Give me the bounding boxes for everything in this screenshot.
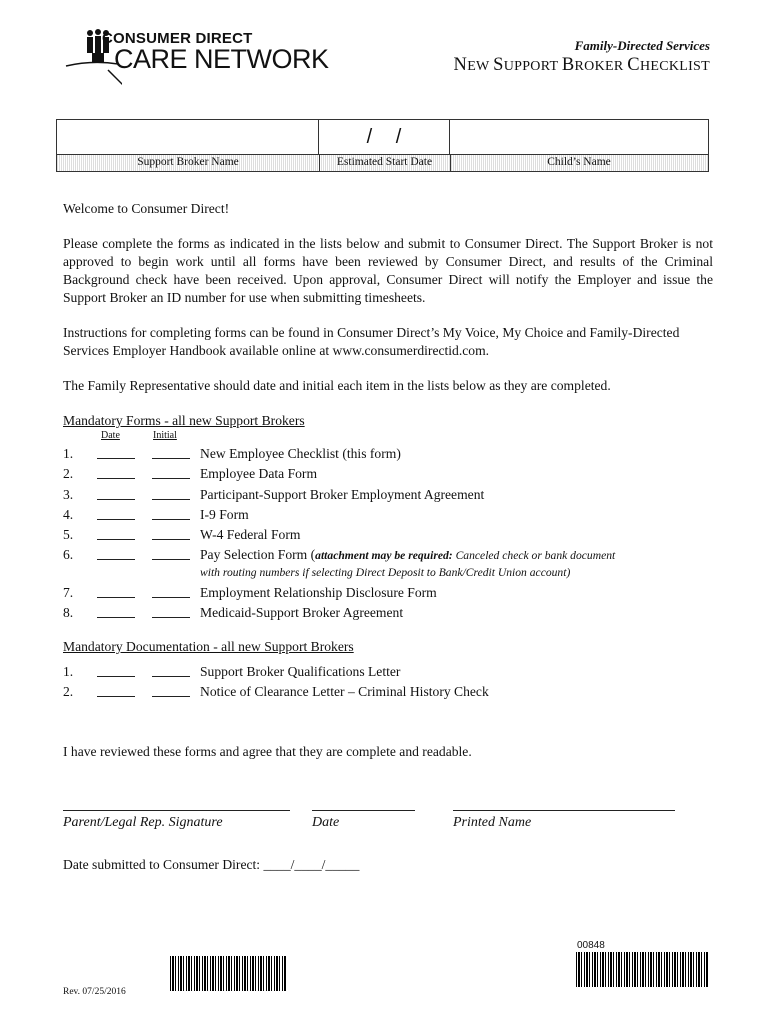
handbook-paragraph: Instructions for completing forms can be found in Consumer Direct’s My Voice, My Choice and Family-Directed Services Employer Handbook available online at www.consumerdirectid.com. (63, 325, 680, 358)
initial-blank[interactable] (152, 539, 190, 540)
support-broker-name-field[interactable] (57, 120, 319, 156)
logo-line1: CONSUMER DIRECT (102, 30, 253, 47)
document-title: NEW SUPPORT BROKER CHECKLIST (453, 55, 710, 75)
initial-blank[interactable] (152, 559, 190, 560)
form-item: 1. New Employee Checklist (this form) (63, 446, 401, 461)
date-blank[interactable] (97, 597, 135, 598)
date-blank[interactable] (97, 676, 135, 677)
barcode-right (576, 952, 708, 987)
form-item: 6. Pay Selection Form (attachment may be required: Canceled check or bank document (63, 547, 616, 562)
date-label: Date (312, 815, 340, 830)
mandatory-forms-heading: Mandatory Forms - all new Support Brokers (63, 413, 305, 428)
printed-name-label: Printed Name (453, 815, 532, 830)
date-blank[interactable] (97, 499, 135, 500)
logo-line2: CARE NETWORK (114, 44, 329, 74)
agreement-statement: I have reviewed these forms and agree that they are complete and readable. (63, 744, 472, 759)
info-table-labels (57, 154, 708, 171)
form-number: 00848 (577, 940, 605, 951)
attachment-note: Canceled check or bank document (452, 549, 616, 562)
form-item: 8. Medicaid-Support Broker Agreement (63, 605, 404, 620)
mandatory-documentation-heading: Mandatory Documentation - all new Support Brokers (63, 639, 354, 654)
form-item: 3. Participant-Support Broker Employment Agreement (63, 487, 485, 502)
date-blank[interactable] (97, 559, 135, 560)
info-table (56, 119, 709, 172)
company-logo (62, 26, 329, 88)
printed-name-line[interactable] (453, 810, 675, 811)
welcome-text: Welcome to Consumer Direct! (63, 201, 230, 216)
date-line[interactable] (312, 810, 415, 811)
label-childs-name: Child’s Name (547, 156, 611, 168)
initial-blank[interactable] (152, 519, 190, 520)
form-item: 5. W-4 Federal Form (63, 527, 301, 542)
initial-blank[interactable] (152, 499, 190, 500)
date-column-header: Date (101, 430, 120, 441)
signature-line[interactable] (63, 810, 290, 811)
representative-paragraph: The Family Representative should date and initial each item in the lists below as they are completed. (63, 378, 611, 393)
revision-date: Rev. 07/25/2016 (63, 987, 126, 997)
initial-blank[interactable] (152, 676, 190, 677)
child-name-field[interactable] (450, 120, 708, 156)
attachment-note-bold: attachment may be required: (315, 549, 453, 562)
estimated-start-date-field[interactable] (319, 120, 450, 156)
form-item: 4. I-9 Form (63, 507, 249, 522)
date-blank[interactable] (97, 696, 135, 697)
initial-column-header: Initial (153, 430, 177, 441)
initial-blank[interactable] (152, 478, 190, 479)
label-support-broker-name: Support Broker Name (137, 156, 239, 168)
documentation-item: 1. Support Broker Qualifications Letter (63, 664, 401, 679)
initial-blank[interactable] (152, 696, 190, 697)
form-item: 7. Employment Relationship Disclosure Form (63, 585, 437, 600)
date-blank[interactable] (97, 478, 135, 479)
date-slashes: / / (366, 126, 402, 148)
initial-blank[interactable] (152, 617, 190, 618)
barcode-left (170, 956, 287, 991)
date-blank[interactable] (97, 458, 135, 459)
date-blank[interactable] (97, 519, 135, 520)
form-item: 2. Employee Data Form (63, 466, 318, 481)
date-blank[interactable] (97, 617, 135, 618)
documentation-item: 2. Notice of Clearance Letter – Criminal History Check (63, 684, 489, 699)
initial-blank[interactable] (152, 597, 190, 598)
label-estimated-start-date: Estimated Start Date (336, 156, 433, 168)
date-blank[interactable] (97, 539, 135, 540)
date-submitted: Date submitted to Consumer Direct: ____/____/_____ (63, 857, 360, 872)
document-subtitle: Family-Directed Services (574, 38, 710, 53)
attachment-note-line2: with routing numbers if selecting Direct Deposit to Bank/Credit Union account) (200, 566, 571, 579)
signature-label: Parent/Legal Rep. Signature (63, 815, 223, 830)
instructions-paragraph: Please complete the forms as indicated in the lists below and submit to Consumer Direct. The Support Broker is not approved to begin work until all forms have been reviewed by Consumer Direct, and results of the Criminal Background check have been received. Upon approval, Consumer Direct will notify the Employer and issue the Support Broker an ID number for use when submitting timesheets. (63, 236, 713, 305)
initial-blank[interactable] (152, 458, 190, 459)
